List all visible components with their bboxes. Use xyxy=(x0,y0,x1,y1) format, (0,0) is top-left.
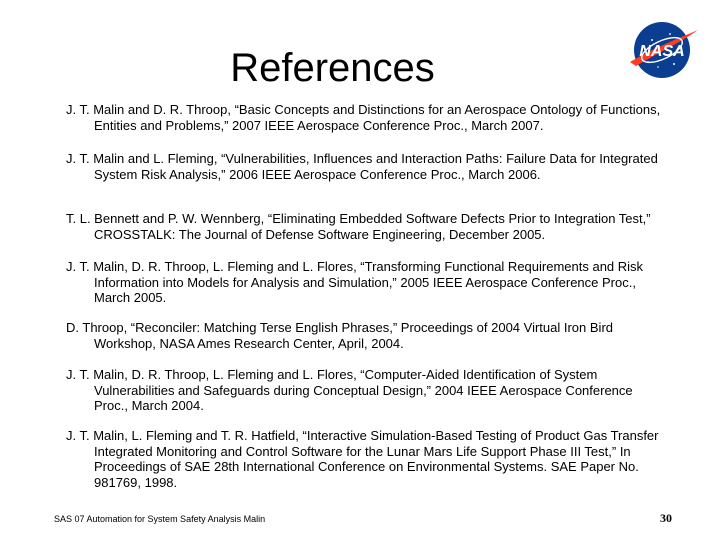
reference-item: J. T. Malin and D. R. Throop, “Basic Concepts and Distinctions for an Aerospace Ontology of Functions, Entities and Problems,” 2007 IEEE Aerospace Conference Proc., March 2007. xyxy=(66,102,661,133)
page-number: 30 xyxy=(660,511,672,525)
reference-item: J. T. Malin, L. Fleming and T. R. Hatfield, “Interactive Simulation-Based Testing of Product Gas Transfer Integrated Monitoring and Control Software for the Lunar Mars Life Support Phase III Test,” In Proceedings of SAE 28th International Conference on Environmental Systems. SAE Paper No. 981769, 1998. xyxy=(66,428,659,490)
footer-text: SAS 07 Automation for System Safety Analysis Malin xyxy=(54,514,266,524)
reference-item: J. T. Malin, D. R. Throop, L. Fleming and L. Flores, “Transforming Functional Requirements and Risk Information into Models for Analysis and Simulation,” 2005 IEEE Aerospace Conference Proc., March 2005. xyxy=(66,259,644,305)
reference-item: J. T. Malin, D. R. Throop, L. Fleming and L. Flores, “Computer-Aided Identification of System Vulnerabilities and Safeguards during Conceptual Design,” 2004 IEEE Aerospace Conference Proc., March 2004. xyxy=(66,367,633,413)
nasa-logo xyxy=(622,10,702,90)
reference-item: J. T. Malin and L. Fleming, “Vulnerabilities, Influences and Interaction Paths: Failure Data for Integrated System Risk Analysis,” 2006 IEEE Aerospace Conference Proc., March 2006. xyxy=(66,151,658,182)
nasa-logo-text: NASA xyxy=(639,43,685,60)
nasa-meatball-icon xyxy=(622,10,702,90)
reference-item: T. L. Bennett and P. W. Wennberg, “Eliminating Embedded Software Defects Prior to Integration Test,” CROSSTALK: The Journal of Defense Software Engineering, December 2005. xyxy=(66,211,651,242)
page-title: References xyxy=(230,46,435,90)
reference-item: D. Throop, “Reconciler: Matching Terse English Phrases,” Proceedings of 2004 Virtual Iron Bird Workshop, NASA Ames Research Center, April, 2004. xyxy=(66,320,613,351)
